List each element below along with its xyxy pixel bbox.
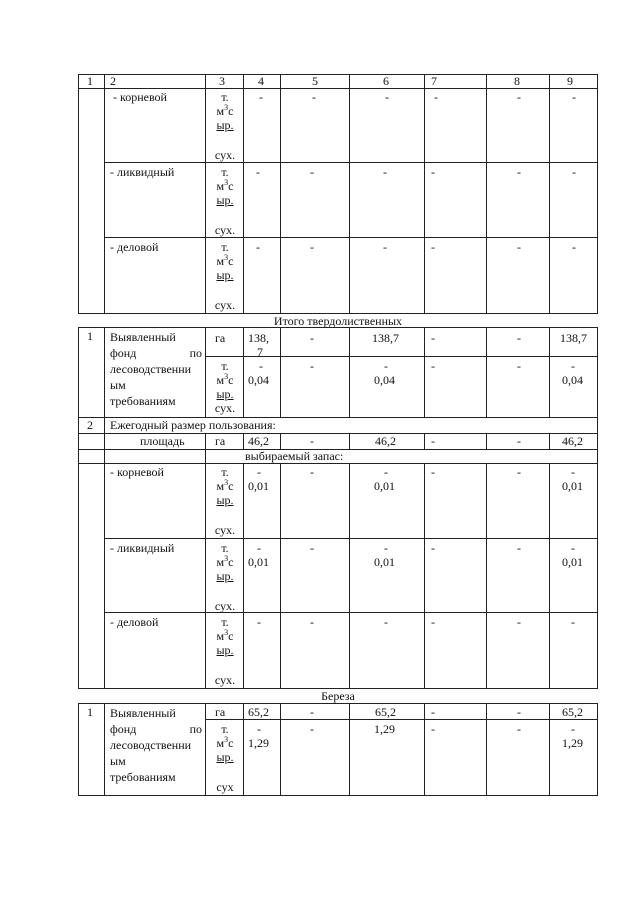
cell-dash: - <box>517 240 521 254</box>
rule <box>549 327 550 418</box>
cell-dash: - <box>572 240 576 254</box>
cell-value: 0,04 <box>562 373 583 387</box>
cell-dash: - <box>310 615 314 629</box>
unit-c: с <box>228 629 234 643</box>
header-col-6: 6 <box>383 74 389 88</box>
cell-dash: - <box>517 434 521 448</box>
cell-value: 0,04 <box>374 373 395 387</box>
fond-line-2 <box>110 345 202 361</box>
cell-dash: - <box>310 705 314 719</box>
unit-cell <box>207 465 243 537</box>
fond-label <box>110 329 202 409</box>
rule <box>349 463 350 689</box>
cell-dash: - <box>517 722 521 736</box>
unit-cell <box>207 541 243 613</box>
cell-dash: - <box>384 541 388 555</box>
cell-dash: - <box>384 359 388 373</box>
unit-gap <box>207 583 243 599</box>
unit-sup: 3 <box>224 372 229 381</box>
rule <box>549 703 550 796</box>
cell-dash: - <box>310 331 314 345</box>
fond-word: фонд <box>110 346 137 360</box>
cell-dash: - <box>431 240 435 254</box>
fond-line-1: Выявленный <box>110 330 176 344</box>
unit-gap <box>207 507 243 523</box>
unit-gap <box>207 282 243 298</box>
cell-dash: - <box>434 90 438 104</box>
rule <box>424 433 425 450</box>
unit-t: т. <box>221 615 229 629</box>
cell-dash: - <box>517 465 521 479</box>
cell-dash: - <box>431 705 435 719</box>
unit-suh: сух <box>216 780 234 794</box>
cell-value: 138,7 <box>372 331 399 345</box>
cell-dash: - <box>571 359 575 373</box>
unit-m: м <box>216 254 225 268</box>
cell-value: 65,2 <box>248 705 269 719</box>
cell-value: 1,29 <box>562 736 583 750</box>
unit-c: с <box>228 479 234 493</box>
rule <box>486 327 487 418</box>
unit-m3c <box>207 479 243 493</box>
rule <box>104 612 598 613</box>
rule <box>280 463 281 689</box>
cell-dash: - <box>572 165 576 179</box>
unit-m3c <box>207 254 243 268</box>
cell-dash: - <box>431 615 435 629</box>
cell-dash: - <box>431 165 435 179</box>
cell-dash: - <box>257 541 261 555</box>
rule <box>243 703 244 796</box>
rule <box>424 703 425 796</box>
fond-line-3: лесоводственни <box>110 738 192 752</box>
cell-dash: - <box>384 465 388 479</box>
cell-value: 0,04 <box>248 373 269 387</box>
rule <box>78 703 79 796</box>
cell-value: 0,01 <box>562 479 583 493</box>
rule <box>280 703 281 796</box>
rule <box>78 327 79 689</box>
row-label-delov: - деловой <box>110 240 159 254</box>
cell-value: 46,2 <box>562 434 583 448</box>
row-num: 2 <box>87 418 93 432</box>
unit-m: м <box>216 104 225 118</box>
rule <box>104 703 105 796</box>
unit-syr: ыр. <box>216 750 234 764</box>
rule <box>597 327 598 689</box>
header-col-3: 3 <box>219 74 225 88</box>
rule <box>243 74 244 314</box>
unit-cell <box>207 722 243 794</box>
rule <box>104 74 105 314</box>
unit-c: с <box>228 736 234 750</box>
unit-gap <box>207 132 243 148</box>
rule <box>486 433 487 450</box>
unit-m3c <box>207 629 243 643</box>
unit-m: м <box>216 179 225 193</box>
rule <box>243 463 244 689</box>
unit-m: м <box>216 629 225 643</box>
unit-m3c <box>207 373 243 387</box>
unit-t: т. <box>221 359 229 373</box>
cell-dash: - <box>431 359 435 373</box>
rule <box>205 74 206 314</box>
rule <box>104 538 598 539</box>
cell-dash: - <box>257 722 261 736</box>
rule <box>486 703 487 796</box>
rule <box>280 74 281 314</box>
rule <box>104 162 598 163</box>
header-col-1: 1 <box>87 74 93 88</box>
row-title-ezheg: Ежегодный размер пользования: <box>110 418 276 432</box>
cell-value: 0,01 <box>562 555 583 569</box>
cell-dash: - <box>257 615 261 629</box>
rule <box>205 703 206 796</box>
cell-value: 0,01 <box>374 479 395 493</box>
cell-value: 65,2 <box>562 705 583 719</box>
cell-dash: - <box>384 615 388 629</box>
unit-sup: 3 <box>224 478 229 487</box>
cell-dash: - <box>571 541 575 555</box>
unit-ga: га <box>215 434 226 448</box>
fond-label <box>110 705 202 785</box>
unit-suh: сух. <box>214 523 236 537</box>
unit-m: м <box>216 736 225 750</box>
unit-suh: сух. <box>214 298 236 312</box>
fond-line-4: ым <box>110 754 126 768</box>
cell-value: 65,2 <box>375 705 396 719</box>
fond-line-2 <box>110 721 202 737</box>
row-label-delov: - деловой <box>110 615 159 629</box>
row-num: 1 <box>87 329 93 343</box>
rule <box>486 74 487 314</box>
rule <box>424 74 425 314</box>
cell-dash: - <box>571 615 575 629</box>
unit-syr: ыр. <box>216 268 234 282</box>
cell-dash: - <box>517 541 521 555</box>
rule <box>549 463 550 689</box>
unit-t: т. <box>221 541 229 555</box>
cell-dash: - <box>431 722 435 736</box>
row-label-ploshad: площадь <box>140 434 185 448</box>
cell-dash: - <box>517 90 521 104</box>
unit-cell <box>207 615 243 687</box>
row-label-korn: - корневой <box>110 465 164 479</box>
cell-dash: - <box>383 240 387 254</box>
unit-m: м <box>216 373 225 387</box>
rule <box>597 74 598 314</box>
unit-suh: сух. <box>214 401 236 415</box>
rule <box>243 327 244 418</box>
cell-dash: - <box>312 90 316 104</box>
rule <box>243 433 244 450</box>
rule <box>78 74 79 314</box>
rule <box>104 237 598 238</box>
cell-value: 46,2 <box>248 434 269 448</box>
cell-dash: - <box>310 722 314 736</box>
unit-gap <box>207 657 243 673</box>
unit-c: с <box>228 373 234 387</box>
rule <box>78 795 598 796</box>
unit-m3c <box>207 736 243 750</box>
unit-m3c <box>207 555 243 569</box>
cell-value: 138, <box>248 331 269 345</box>
cell-dash: - <box>259 359 263 373</box>
cell-value: 1,29 <box>248 736 269 750</box>
unit-suh: сух. <box>214 673 236 687</box>
row-subtitle-vybir: выбираемый запас: <box>245 449 344 463</box>
unit-t: т. <box>221 465 229 479</box>
cell-value: 7 <box>257 345 263 359</box>
unit-cell <box>207 359 243 415</box>
rule <box>205 356 598 357</box>
unit-c: с <box>228 555 234 569</box>
cell-dash: - <box>310 465 314 479</box>
unit-suh: сух. <box>214 148 236 162</box>
rule <box>280 433 281 450</box>
unit-ga: га <box>215 331 226 345</box>
rule <box>424 327 425 418</box>
unit-syr: ыр. <box>216 493 234 507</box>
cell-dash: - <box>257 465 261 479</box>
unit-sup: 3 <box>224 253 229 262</box>
rule <box>205 719 598 720</box>
unit-cell <box>207 165 243 237</box>
rule <box>78 463 598 464</box>
unit-syr: ыр. <box>216 569 234 583</box>
unit-sup: 3 <box>224 554 229 563</box>
cell-dash: - <box>571 465 575 479</box>
unit-cell <box>207 90 243 162</box>
unit-ga: га <box>215 705 226 719</box>
rule <box>549 74 550 314</box>
fond-word: по <box>189 346 202 360</box>
rule <box>78 74 598 75</box>
unit-gap <box>207 764 243 780</box>
cell-dash: - <box>256 165 260 179</box>
fond-word: по <box>189 722 202 736</box>
rule <box>349 703 350 796</box>
cell-dash: - <box>259 90 263 104</box>
row-label-korn: - корневой <box>113 90 167 104</box>
unit-c: с <box>228 179 234 193</box>
rule <box>205 327 206 418</box>
unit-syr: ыр. <box>216 387 234 401</box>
fond-word: фонд <box>110 722 137 736</box>
unit-t: т. <box>221 165 229 179</box>
header-col-7: 7 <box>431 74 437 88</box>
rule <box>349 74 350 314</box>
unit-t: т. <box>221 240 229 254</box>
unit-syr: ыр. <box>216 643 234 657</box>
cell-dash: - <box>431 434 435 448</box>
cell-dash: - <box>572 90 576 104</box>
unit-sup: 3 <box>224 628 229 637</box>
header-col-5: 5 <box>312 74 318 88</box>
unit-m3c <box>207 179 243 193</box>
cell-dash: - <box>517 615 521 629</box>
unit-c: с <box>228 104 234 118</box>
cell-value: 46,2 <box>375 434 396 448</box>
cell-value: 0,01 <box>374 555 395 569</box>
rule <box>597 703 598 796</box>
header-col-2: 2 <box>110 74 116 88</box>
unit-gap <box>207 207 243 223</box>
header-col-9: 9 <box>567 74 573 88</box>
cell-dash: - <box>383 165 387 179</box>
unit-syr: ыр. <box>216 118 234 132</box>
row-num: 1 <box>87 705 93 719</box>
fond-line-4: ым <box>110 378 126 392</box>
cell-value: 0,01 <box>248 479 269 493</box>
unit-cell <box>207 240 243 312</box>
rule <box>78 88 598 89</box>
cell-dash: - <box>431 541 435 555</box>
rule <box>424 463 425 689</box>
unit-syr: ыр. <box>216 193 234 207</box>
cell-dash: - <box>310 359 314 373</box>
cell-value: 1,29 <box>374 722 395 736</box>
unit-t: т. <box>221 722 229 736</box>
cell-dash: - <box>310 541 314 555</box>
rule <box>349 327 350 418</box>
cell-dash: - <box>517 359 521 373</box>
fond-line-5: требованиям <box>110 770 176 784</box>
cell-dash: - <box>385 90 389 104</box>
unit-sup: 3 <box>224 735 229 744</box>
unit-m: м <box>216 555 225 569</box>
rule <box>205 433 206 689</box>
fond-line-1: Выявленный <box>110 706 176 720</box>
fond-line-5: требованиям <box>110 394 176 408</box>
unit-suh: сух. <box>214 599 236 613</box>
cell-dash: - <box>517 705 521 719</box>
section-title-bereza: Береза <box>321 689 355 703</box>
unit-sup: 3 <box>224 178 229 187</box>
unit-m: м <box>216 479 225 493</box>
cell-dash: - <box>517 165 521 179</box>
rule <box>78 703 598 704</box>
cell-dash: - <box>310 240 314 254</box>
row-label-likv: - ликвидный <box>110 541 175 555</box>
unit-suh: сух. <box>214 223 236 237</box>
rule <box>549 433 550 450</box>
rule <box>104 327 105 689</box>
rule <box>280 327 281 418</box>
row-label-likv: - ликвидный <box>110 165 175 179</box>
cell-value: 138,7 <box>560 331 587 345</box>
cell-dash: - <box>310 165 314 179</box>
cell-dash: - <box>431 465 435 479</box>
rule <box>486 463 487 689</box>
header-col-4: 4 <box>258 74 264 88</box>
unit-t: т. <box>221 90 229 104</box>
unit-c: с <box>228 254 234 268</box>
fond-line-3: лесоводственни <box>110 362 192 376</box>
unit-m3c <box>207 104 243 118</box>
cell-dash: - <box>431 331 435 345</box>
cell-dash: - <box>310 434 314 448</box>
cell-value: 0,01 <box>248 555 269 569</box>
rule <box>349 433 350 450</box>
section-title-itogo: Итого твердолиственных <box>273 314 403 328</box>
cell-dash: - <box>256 240 260 254</box>
unit-sup: 3 <box>224 103 229 112</box>
cell-dash: - <box>517 331 521 345</box>
cell-dash: - <box>571 722 575 736</box>
header-col-8: 8 <box>514 74 520 88</box>
